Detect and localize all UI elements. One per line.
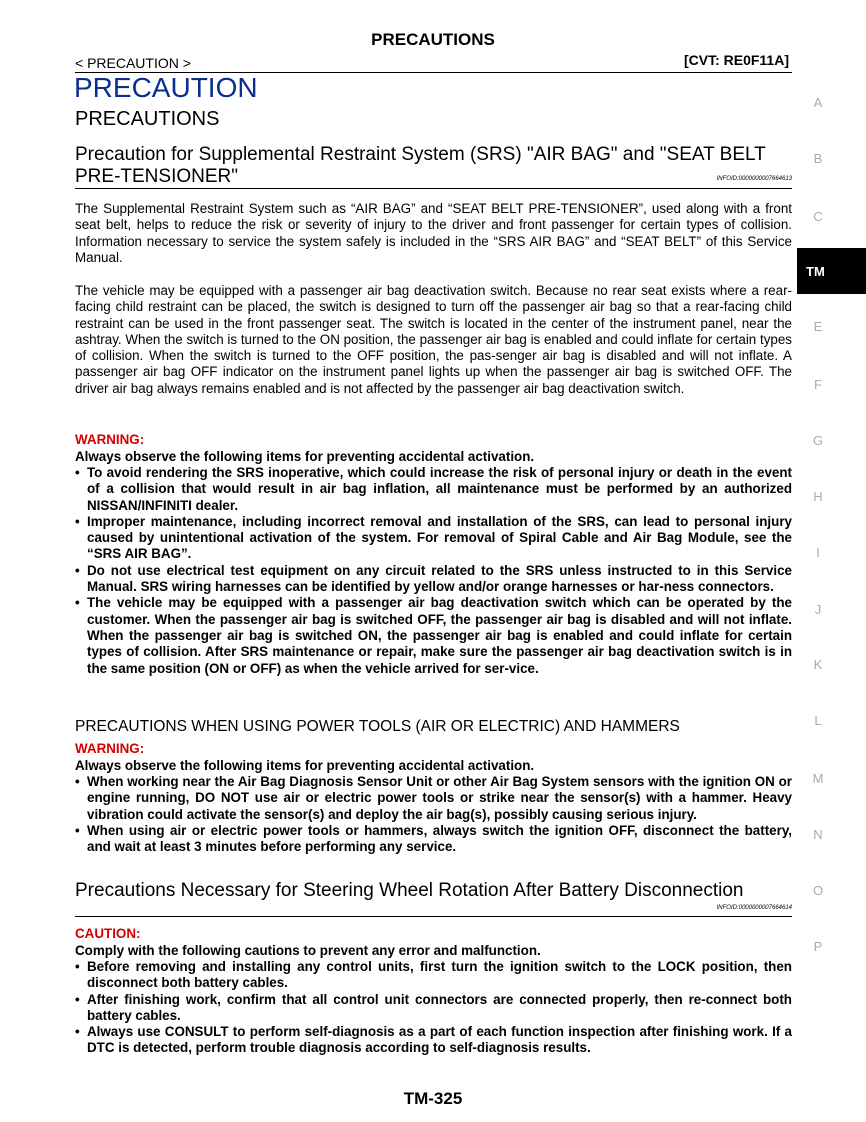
- srs-warning-item-4: The vehicle may be equipped with a passenger air bag deactivation switch which can be operated by the customer. When the passenger air bag is switched OFF, the passenger air bag is disabled and will not inflate. When the passenger air bag is switched ON, the passenger air bag is enabled and could inflate for certain types of collision. After SRS maintenance or repair, make sure the passenger air bag deactivation switch is in the same position (ON or OFF) as when the vehicle arrived for ser-vice.: [87, 595, 792, 676]
- srs-warning-intro: Always observe the following items for preventing accidental activation.: [75, 449, 535, 464]
- power-tools-warning-list: [75, 774, 792, 855]
- srs-section-heading: [75, 144, 792, 188]
- srs-warning-list: [75, 465, 792, 677]
- list-item: • When working near the Air Bag Diagnosis Sensor Unit or other Air Bag System sensors with the ignition ON or engine running, DO NOT use air or electric power tools or strike near the sensor(s) with a hammer. Heavy vibration could activate the sensor(s) and deploy the air bag(s), possibly causing serious injury.: [75, 774, 792, 822]
- page-header-title: PRECAUTIONS: [371, 30, 495, 49]
- side-index-tab-tm[interactable]: [797, 248, 866, 294]
- power-tools-heading: PRECAUTIONS WHEN USING POWER TOOLS (AIR OR ELECTRIC) AND HAMMERS: [75, 718, 680, 735]
- steering-info-id: INFOID:0000000007664614: [716, 905, 792, 911]
- steering-caution-item-1: Before removing and installing any control units, first turn the ignition switch to the LOCK position, then disconnect both battery cables.: [87, 959, 792, 991]
- srs-warning-item-1: To avoid rendering the SRS inoperative, which could increase the risk of personal injury or death in the event of a collision that would result in air bag inflation, all maintenance must be performed by an authorized NISSAN/INFINITI dealer.: [87, 465, 792, 513]
- side-index-a[interactable]: A: [813, 95, 823, 110]
- srs-paragraph-1: The Supplemental Restraint System such as “AIR BAG” and “SEAT BELT PRE-TENSIONER”, used along with a front seat belt, helps to reduce the risk or severity of injury to the driver and front passenger for certain types of collision. Information necessary to service the system safely is included in the “SRS AIR BAG” and “SEAT BELT” of this Service Manual.: [75, 201, 792, 265]
- side-index-tab-label: TM: [806, 264, 825, 279]
- side-index-o[interactable]: O: [812, 883, 824, 898]
- model-tag: [CVT: RE0F11A]: [683, 52, 789, 68]
- steering-caution-label: CAUTION:: [75, 926, 141, 941]
- side-index-p[interactable]: P: [813, 939, 823, 954]
- srs-warning-item-3: Do not use electrical test equipment on any circuit related to the SRS unless instructed to in this Service Manual. SRS wiring harnesses can be identified by yellow and/or orange harnesses or har-ness connectors.: [87, 562, 792, 595]
- list-item: • Improper maintenance, including incorrect removal and installation of the SRS, can lead to personal injury caused by unintentional activation of the system. For removal of Spiral Cable and Air Bag Module, see the “SRS AIR BAG”.: [75, 513, 792, 562]
- steering-caution-item-3: Always use CONSULT to perform self-diagnosis as a part of each function inspection after finishing work. If a DTC is detected, perform trouble diagnosis according to self-diagnosis results.: [87, 1024, 792, 1056]
- list-item: • The vehicle may be equipped with a passenger air bag deactivation switch which can be operated by the customer. When the passenger air bag is switched OFF, the passenger air bag is disabled and will not inflate. When the passenger air bag is switched ON, the passenger air bag is enabled and could inflate for certain types of collision. After SRS maintenance or repair, make sure the passenger air bag deactivation switch is in the same position (ON or OFF) as when the vehicle arrived for ser-vice.: [75, 595, 792, 676]
- power-tools-item-1: When working near the Air Bag Diagnosis Sensor Unit or other Air Bag System sensors with the ignition ON or engine running, DO NOT use air or electric power tools or strike near the sensor(s) with a hammer. Heavy vibration could activate the sensor(s) and deploy the air bag(s), possibly causing serious injury.: [87, 774, 792, 822]
- side-index-k[interactable]: K: [813, 657, 823, 672]
- list-item: • Always use CONSULT to perform self-diagnosis as a part of each function inspection after finishing work. If a DTC is detected, perform trouble diagnosis according to self-diagnosis results.: [75, 1024, 792, 1056]
- power-tools-item-2: When using air or electric power tools or hammers, always switch the ignition OFF, disconnect the battery, and wait at least 3 minutes before performing any service.: [87, 822, 792, 855]
- steering-caution-item-2: After finishing work, confirm that all control unit connectors are connected properly, then re-connect both battery cables.: [87, 991, 792, 1023]
- side-index-i[interactable]: I: [816, 545, 820, 560]
- steering-heading-divider: [75, 916, 792, 917]
- side-index-h[interactable]: H: [813, 489, 823, 504]
- power-tools-warning-intro: Always observe the following items for preventing accidental activation.: [75, 758, 535, 773]
- list-item: • When using air or electric power tools or hammers, always switch the ignition OFF, disconnect the battery, and wait at least 3 minutes before performing any service.: [75, 822, 792, 855]
- list-item: • After finishing work, confirm that all control unit connectors are connected properly, then re-connect both battery cables.: [75, 991, 792, 1023]
- side-index-n[interactable]: N: [813, 827, 823, 842]
- side-index-e[interactable]: E: [813, 319, 823, 334]
- side-index-j[interactable]: J: [814, 602, 822, 617]
- section-title: PRECAUTIONS: [75, 108, 220, 130]
- list-item: • To avoid rendering the SRS inoperative, which could increase the risk of personal injury or death in the event of a collision that would result in air bag inflation, all maintenance must be performed by an authorized NISSAN/INFINITI dealer.: [75, 465, 792, 513]
- steering-caution-list: [75, 959, 792, 1057]
- side-index-m[interactable]: M: [812, 771, 824, 786]
- list-item: • Before removing and installing any control units, first turn the ignition switch to the LOCK position, then disconnect both battery cables.: [75, 959, 792, 991]
- side-index-b[interactable]: B: [813, 151, 823, 166]
- side-index-f[interactable]: F: [814, 377, 822, 392]
- side-index-c[interactable]: C: [813, 209, 823, 224]
- srs-heading-line1: Precaution for Supplemental Restraint System (SRS) "AIR BAG" and "SEAT BELT: [75, 144, 766, 165]
- side-index-l[interactable]: L: [814, 713, 822, 728]
- srs-info-id: INFOID:0000000007664613: [716, 176, 792, 182]
- chapter-title: PRECAUTION: [74, 72, 258, 103]
- srs-heading-line2: PRE-TENSIONER": [75, 166, 238, 187]
- steering-caution-intro: Comply with the following cautions to prevent any error and malfunction.: [75, 943, 541, 958]
- srs-paragraph-2: The vehicle may be equipped with a passenger air bag deactivation switch. Because no rear seat exists where a rear-facing child restraint can be placed, the switch is designed to turn off the passenger air bag so that a rear-facing child restraint can be used in the front passenger seat. The switch is located in the center of the instrument panel, near the ashtray. When the switch is turned to the ON position, the passenger air bag is enabled and could inflate for certain types of collision. When the switch is turned to the OFF position, the pas-senger air bag is disabled and will not inflate. A passenger air bag OFF indicator on the instrument panel lights up when the passenger air bag is switched OFF. The driver air bag always remains enabled and is not affected by the passenger air bag deactivation switch.: [75, 283, 792, 396]
- steering-section-heading: Precautions Necessary for Steering Wheel Rotation After Battery Disconnection: [75, 880, 744, 901]
- list-item: • Do not use electrical test equipment on any circuit related to the SRS unless instructed to in this Service Manual. SRS wiring harnesses can be identified by yellow and/or orange harnesses or har-ness connectors.: [75, 562, 792, 595]
- page-number: TM-325: [403, 1089, 463, 1108]
- srs-warning-label: WARNING:: [75, 432, 145, 447]
- srs-heading-divider: [75, 188, 792, 189]
- srs-warning-item-2: Improper maintenance, including incorrect removal and installation of the SRS, can lead to personal injury caused by unintentional activation of the system. For removal of Spiral Cable and Air Bag Module, see the “SRS AIR BAG”.: [87, 513, 792, 562]
- breadcrumb: < PRECAUTION >: [75, 55, 191, 71]
- power-tools-warning-label: WARNING:: [75, 741, 145, 756]
- side-index-g[interactable]: G: [812, 433, 824, 448]
